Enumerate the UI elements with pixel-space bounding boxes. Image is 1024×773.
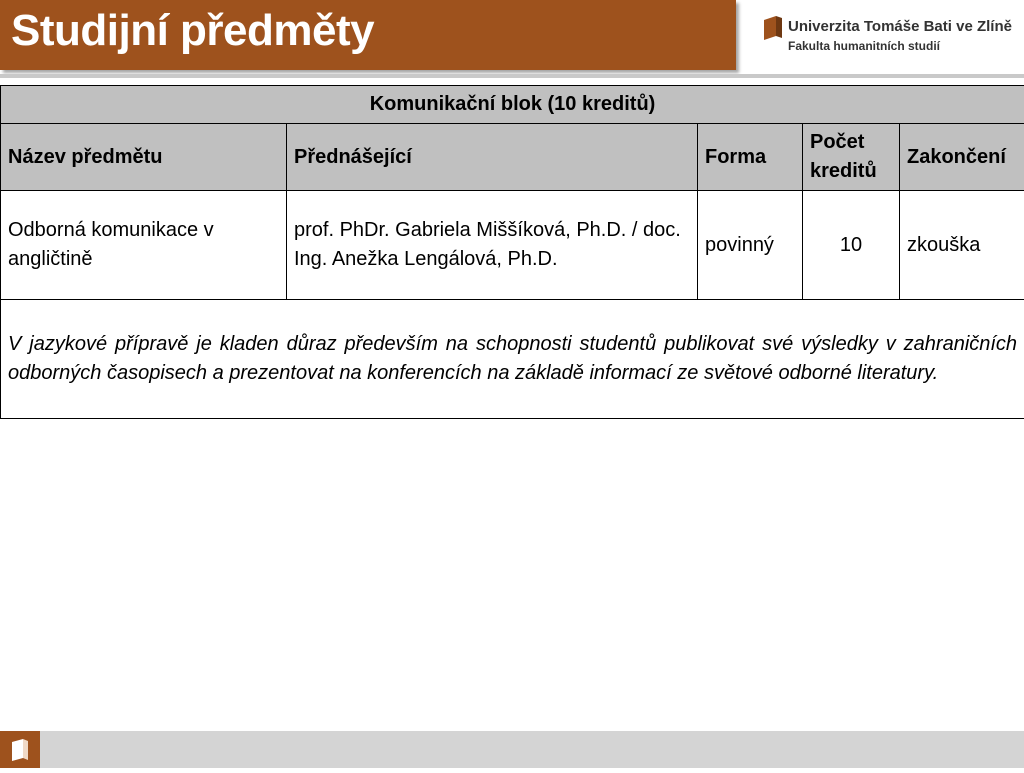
header-divider: [0, 74, 1024, 78]
footer-bar: [0, 731, 1024, 768]
course-name: Odborná komunikace v angličtině: [1, 191, 287, 300]
course-lecturer: prof. PhDr. Gabriela Miššíková, Ph.D. / doc. Ing. Anežka Lengálová, Ph.D.: [287, 191, 698, 300]
header-lecturer: Přednášející: [287, 124, 698, 191]
block-title-row: [1, 86, 1024, 124]
book-icon: [0, 731, 40, 768]
header-row: [1, 124, 1024, 191]
book-icon: [764, 16, 782, 42]
course-credits: 10: [803, 191, 900, 300]
course-description: V jazykové přípravě je kladen důraz především na schopnosti studentů publikovat své výsledky v zahraničních odborných časopisech a prezentovat na konferencích na základě informací ze světové odborné literatury.: [1, 300, 1024, 419]
footer-logo: [0, 731, 40, 768]
header-credits: Počet kreditů: [803, 124, 900, 191]
header-completion: Zakončení: [900, 124, 1024, 191]
course-form: povinný: [698, 191, 803, 300]
title-bar: [0, 0, 736, 70]
header-name: Název předmětu: [1, 124, 287, 191]
table-row: [1, 191, 1024, 300]
university-name: Univerzita Tomáše Bati ve Zlíně: [788, 18, 1012, 35]
slide-title: Studijní předměty: [11, 6, 374, 56]
courses-table: [0, 85, 1024, 419]
description-row: [1, 300, 1024, 419]
block-title: Komunikační blok (10 kreditů): [1, 86, 1024, 124]
university-logo: [760, 14, 1020, 64]
header-form: Forma: [698, 124, 803, 191]
faculty-name: Fakulta humanitních studií: [788, 39, 940, 53]
course-completion: zkouška: [900, 191, 1024, 300]
